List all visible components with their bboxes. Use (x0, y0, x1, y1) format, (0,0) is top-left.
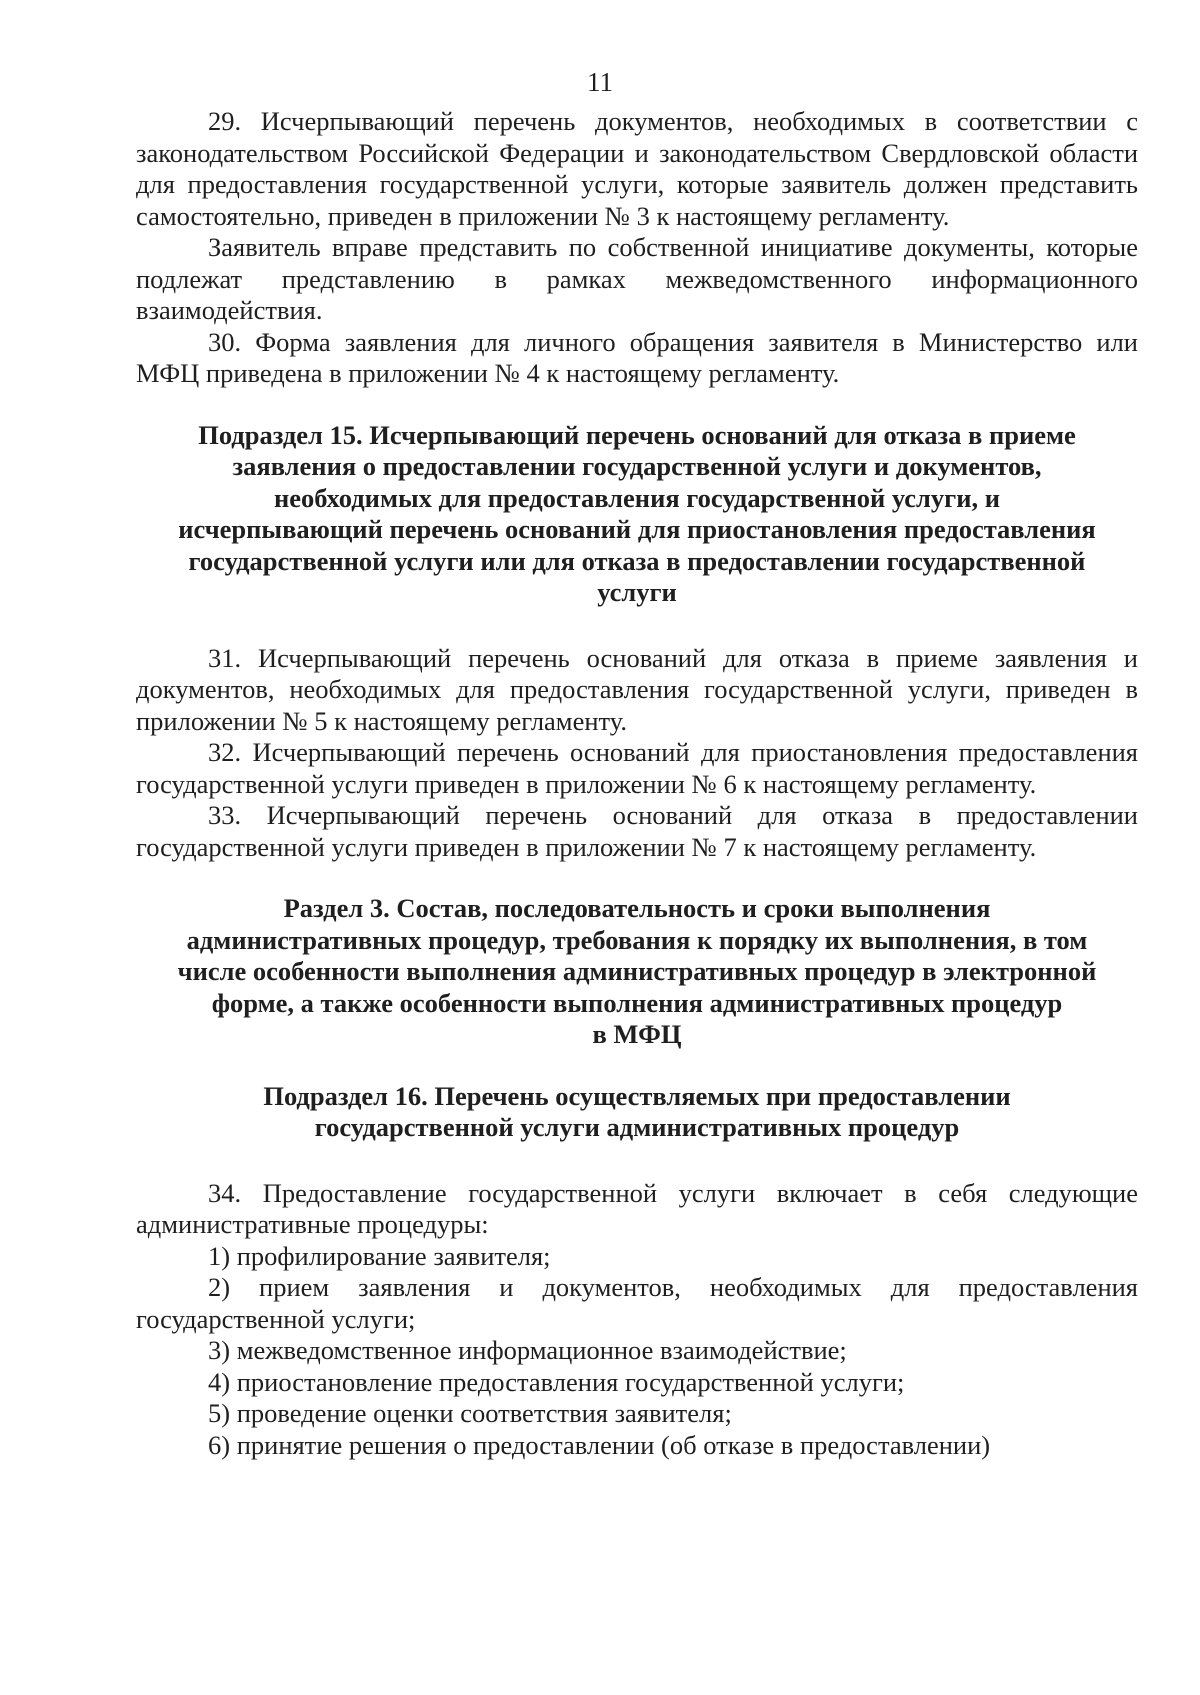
list-item: 5) проведение оценки соответствия заявителя; (208, 1398, 732, 1428)
heading-line: необходимых для предоставления государственной услуги, и (274, 482, 1000, 513)
list-item: 4) приостановление предоставления государственной услуги; (208, 1366, 905, 1397)
heading-line: форме, а также особенности выполнения административных процедур (211, 987, 1063, 1018)
heading-line: в МФЦ (592, 1019, 682, 1049)
heading-line: административных процедур, требования к порядку их выполнения, в том (186, 924, 1088, 955)
subsection-16-heading (136, 1081, 1138, 1144)
heading-line: заявления о предоставлении государственной услуги и документов, (232, 451, 1042, 481)
paragraph-29: 29. Исчерпывающий перечень документов, необходимых в соответствии с законодательством Российской Федерации и законодательством Свердловской области для предоставления государственной услуги, которые заявитель должен представить самостоятельно, приведен в приложении № 3 к настоящему регламенту. (136, 106, 1138, 231)
heading-line: Раздел 3. Состав, последовательность и сроки выполнения (283, 893, 991, 923)
list-item: 3) межведомственное информационное взаимодействие; (208, 1335, 847, 1365)
list-item: 6) принятие решения о предоставлении (об отказе в предоставлении) (208, 1429, 991, 1460)
paragraph-29-note: Заявитель вправе представить по собственной инициативе документы, которые подлежат представлению в рамках межведомственного информационного взаимодействия. (136, 232, 1138, 325)
list-item: 2) прием заявления и документов, необходимых для предоставления государственной услуги; (136, 1272, 1138, 1334)
paragraph-32: 32. Исчерпывающий перечень оснований для приостановления предоставления государственной услуги приведен в приложении № 6 к настоящему регламенту. (136, 737, 1138, 799)
paragraph-34: 34. Предоставление государственной услуги включает в себя следующие административные процедуры: (136, 1177, 1138, 1239)
paragraph-30: 30. Форма заявления для личного обращения заявителя в Министерство или МФЦ приведена в приложении № 4 к настоящему регламенту. (136, 326, 1138, 388)
heading-line: Подраздел 16. Перечень осуществляемых при предоставлении (263, 1080, 1011, 1111)
list-item: 1) профилирование заявителя; (208, 1240, 551, 1271)
paragraph-33: 33. Исчерпывающий перечень оснований для отказа в предоставлении государственной услуги приведен в приложении № 7 к настоящему регламенту. (136, 800, 1138, 862)
document-body (136, 106, 1138, 1461)
heading-line: государственной услуги административных процедур (314, 1112, 960, 1142)
page-number: 11 (587, 67, 613, 97)
heading-line: услуги (597, 577, 677, 607)
heading-line: Подраздел 15. Исчерпывающий перечень оснований для отказа в приеме (198, 419, 1076, 450)
section-3-heading (136, 893, 1138, 1051)
subsection-15-heading (136, 420, 1138, 609)
heading-line: исчерпывающий перечень оснований для приостановления предоставления (178, 514, 1096, 544)
paragraph-31: 31. Исчерпывающий перечень оснований для отказа в приеме заявления и документов, необходимых для предоставления государственной услуги, приведен в приложении № 5 к настоящему регламенту. (136, 642, 1138, 736)
heading-line: числе особенности выполнения административных процедур в электронной (177, 956, 1097, 986)
heading-line: государственной услуги или для отказа в предоставлении государственной (188, 545, 1086, 576)
